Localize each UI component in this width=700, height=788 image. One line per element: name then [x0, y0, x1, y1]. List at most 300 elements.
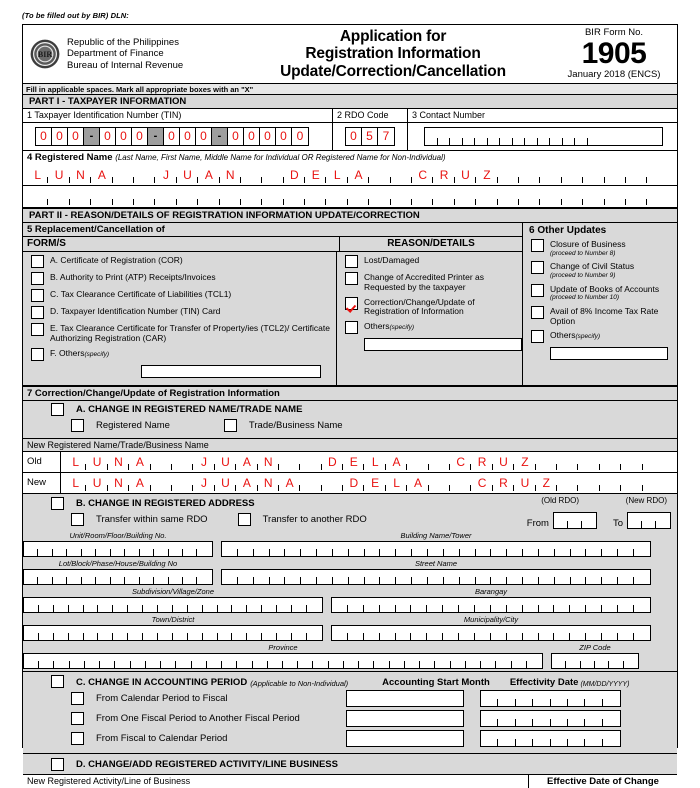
tick-cell[interactable] [554, 521, 568, 528]
tick-cell[interactable] [183, 577, 197, 584]
tick-cell[interactable] [390, 661, 405, 668]
digit-cell[interactable]: 0 [132, 128, 148, 145]
section6-item-checkbox-2[interactable] [531, 284, 544, 297]
tick-cell[interactable] [238, 577, 254, 584]
tick-cell[interactable] [595, 661, 609, 668]
new-name-input[interactable] [65, 474, 664, 491]
tick-cell[interactable] [125, 577, 139, 584]
tick-cell[interactable] [292, 633, 307, 640]
digit-cell[interactable]: 0 [296, 129, 304, 143]
digit-cell[interactable]: 0 [116, 128, 132, 145]
name-char-cell[interactable] [626, 166, 647, 183]
name-char-cell[interactable] [48, 188, 69, 205]
tick-cell[interactable] [459, 605, 475, 612]
name-char-cell[interactable]: L [326, 166, 347, 183]
name-char-cell[interactable]: R [433, 166, 454, 183]
tick-cell[interactable] [188, 605, 203, 612]
registered-name-checkbox[interactable] [71, 419, 84, 432]
date-cell[interactable] [551, 711, 568, 726]
name-char-cell[interactable] [557, 474, 578, 491]
section5-form-checkbox-2[interactable] [31, 289, 44, 302]
tick-cell[interactable] [460, 549, 476, 556]
name-char-cell[interactable] [621, 474, 642, 491]
tick-cell[interactable] [67, 577, 81, 584]
name-char-cell[interactable]: C [412, 166, 433, 183]
section5-form-option[interactable] [23, 272, 336, 285]
section5-form-checkbox-3[interactable] [31, 306, 44, 319]
tick-cell[interactable] [301, 577, 317, 584]
section5-form-others-input[interactable] [141, 365, 321, 378]
tick-cell[interactable] [444, 577, 460, 584]
tick-cell[interactable] [618, 633, 634, 640]
tick-cell[interactable] [207, 661, 222, 668]
name-char-cell[interactable] [647, 188, 668, 205]
tick-cell[interactable] [158, 633, 173, 640]
name-char-cell[interactable] [519, 188, 540, 205]
section6-item-option[interactable] [523, 330, 677, 343]
tick-cell[interactable] [618, 549, 634, 556]
section6-item-checkbox-4[interactable] [531, 330, 544, 343]
tick-cell[interactable] [444, 549, 460, 556]
new-name-row[interactable] [23, 473, 677, 494]
tick-cell[interactable] [634, 633, 650, 640]
name-char-cell[interactable] [605, 188, 626, 205]
tick-cell[interactable] [192, 661, 207, 668]
tick-cell[interactable] [222, 577, 238, 584]
tick-cell[interactable] [53, 577, 67, 584]
tick-cell[interactable] [443, 605, 459, 612]
digit-cell[interactable]: 0 [164, 128, 180, 145]
tick-cell[interactable] [247, 633, 262, 640]
name-char-cell[interactable]: A [91, 166, 112, 183]
name-char-cell[interactable]: A [407, 474, 428, 491]
name-char-cell[interactable]: L [364, 453, 385, 470]
name-char-cell[interactable] [540, 188, 561, 205]
name-char-cell[interactable] [326, 188, 347, 205]
name-char-cell[interactable]: R [471, 453, 492, 470]
tick-cell[interactable] [481, 661, 496, 668]
tick-cell[interactable] [634, 605, 650, 612]
address-field[interactable] [23, 597, 323, 613]
tick-cell[interactable] [313, 661, 328, 668]
tick-cell[interactable] [237, 661, 252, 668]
date-cell[interactable] [533, 711, 550, 726]
section5-reason-checkbox-1[interactable] [345, 272, 358, 285]
name-char-cell[interactable]: D [284, 166, 305, 183]
date-cell[interactable] [585, 731, 602, 746]
date-cell[interactable] [516, 711, 533, 726]
trade-name-checkbox[interactable] [224, 419, 237, 432]
tick-cell[interactable] [525, 138, 538, 145]
tick-cell[interactable] [427, 633, 443, 640]
date-cell[interactable] [533, 731, 550, 746]
name-char-cell[interactable] [151, 474, 172, 491]
tick-cell[interactable] [656, 521, 670, 528]
name-char-cell[interactable] [262, 188, 283, 205]
tick-cell[interactable] [197, 549, 211, 556]
tick-cell[interactable] [539, 549, 555, 556]
name-char-cell[interactable]: U [493, 453, 514, 470]
tick-cell[interactable] [268, 661, 283, 668]
address-field[interactable] [221, 541, 651, 557]
tick-cell[interactable] [539, 577, 555, 584]
tick-cell[interactable] [115, 661, 130, 668]
tick-cell[interactable] [507, 577, 523, 584]
tick-cell[interactable] [523, 633, 539, 640]
name-char-cell[interactable] [113, 188, 134, 205]
tick-cell[interactable] [570, 605, 586, 612]
tick-cell[interactable] [238, 549, 254, 556]
name-char-cell[interactable]: U [215, 453, 236, 470]
name-char-cell[interactable]: N [108, 474, 129, 491]
registered-name-input-line2[interactable] [27, 188, 669, 205]
tick-cell[interactable] [169, 549, 183, 556]
tick-cell[interactable] [438, 138, 451, 145]
tick-cell[interactable] [412, 577, 428, 584]
section5-reason-option[interactable] [337, 255, 522, 268]
tick-cell[interactable] [176, 661, 191, 668]
name-char-cell[interactable] [455, 188, 476, 205]
accounting-period-checkbox-1[interactable] [71, 712, 84, 725]
tick-cell[interactable] [396, 549, 412, 556]
tick-cell[interactable] [348, 605, 364, 612]
transfer-another-rdo-option[interactable] [208, 512, 367, 529]
tick-cell[interactable] [232, 633, 247, 640]
contact-number-input[interactable] [424, 127, 663, 146]
name-char-cell[interactable] [322, 474, 343, 491]
tick-cell[interactable] [349, 577, 365, 584]
tick-cell[interactable] [173, 633, 188, 640]
digit-cell[interactable]: 0 [36, 128, 52, 145]
tick-cell[interactable] [571, 577, 587, 584]
tick-cell[interactable] [602, 605, 618, 612]
tick-cell[interactable] [365, 549, 381, 556]
tick-cell[interactable] [39, 633, 54, 640]
tick-cell[interactable] [634, 577, 650, 584]
tick-cell[interactable] [428, 549, 444, 556]
tick-cell[interactable] [380, 577, 396, 584]
tick-cell[interactable] [283, 661, 298, 668]
tick-cell[interactable] [374, 661, 389, 668]
name-char-cell[interactable]: N [220, 166, 241, 183]
name-char-cell[interactable] [305, 188, 326, 205]
tick-cell[interactable] [96, 577, 110, 584]
tick-cell[interactable] [588, 138, 601, 145]
name-char-cell[interactable] [433, 188, 454, 205]
old-name-row[interactable] [23, 452, 677, 473]
tick-cell[interactable] [507, 549, 523, 556]
tick-cell[interactable] [435, 661, 450, 668]
tick-cell[interactable] [285, 549, 301, 556]
tick-cell[interactable] [169, 577, 183, 584]
tick-cell[interactable] [100, 661, 115, 668]
date-cell[interactable] [498, 731, 515, 746]
tick-cell[interactable] [568, 521, 582, 528]
accounting-period-row[interactable] [23, 690, 677, 710]
digit-cell[interactable]: 5 [362, 128, 378, 145]
tick-cell[interactable] [491, 577, 507, 584]
name-char-cell[interactable]: R [493, 474, 514, 491]
tick-cell[interactable] [349, 549, 365, 556]
tick-cell[interactable] [500, 138, 513, 145]
section7a-checkbox[interactable] [51, 403, 64, 416]
tick-cell[interactable] [602, 549, 618, 556]
name-char-cell[interactable]: E [305, 166, 326, 183]
tick-cell[interactable] [161, 661, 176, 668]
accounting-period-row[interactable] [23, 710, 677, 730]
digit-cell[interactable]: 0 [196, 128, 212, 145]
tick-cell[interactable] [425, 138, 438, 145]
name-char-cell[interactable]: A [279, 474, 300, 491]
name-char-cell[interactable] [536, 453, 557, 470]
tick-cell[interactable] [203, 633, 218, 640]
name-char-cell[interactable]: L [65, 474, 86, 491]
name-char-cell[interactable] [605, 166, 626, 183]
name-char-cell[interactable] [540, 166, 561, 183]
section6-item-option[interactable] [523, 239, 677, 257]
name-char-cell[interactable]: N [70, 166, 91, 183]
section6-item-checkbox-0[interactable] [531, 239, 544, 252]
tick-cell[interactable] [523, 577, 539, 584]
tick-cell[interactable] [523, 605, 539, 612]
section6-item-checkbox-3[interactable] [531, 306, 544, 319]
tick-cell[interactable] [38, 549, 52, 556]
tick-cell[interactable] [329, 661, 344, 668]
name-char-cell[interactable] [220, 188, 241, 205]
section6-item-checkbox-1[interactable] [531, 261, 544, 274]
name-char-cell[interactable]: N [258, 453, 279, 470]
name-char-cell[interactable] [151, 453, 172, 470]
name-char-cell[interactable] [134, 188, 155, 205]
tick-cell[interactable] [582, 521, 596, 528]
name-char-cell[interactable]: D [322, 453, 343, 470]
tick-cell[interactable] [277, 605, 292, 612]
tick-cell[interactable] [188, 633, 203, 640]
name-char-cell[interactable] [27, 188, 48, 205]
transfer-another-rdo-checkbox[interactable] [238, 513, 251, 526]
section5-reason-option[interactable] [337, 321, 522, 334]
address-field[interactable] [551, 653, 639, 669]
tick-cell[interactable] [197, 577, 211, 584]
date-cell[interactable] [603, 731, 620, 746]
section7b-checkbox[interactable] [51, 497, 64, 510]
tick-cell[interactable] [555, 577, 571, 584]
name-char-cell[interactable] [583, 166, 604, 183]
tick-cell[interactable] [38, 577, 52, 584]
name-char-cell[interactable] [450, 474, 471, 491]
old-name-input[interactable] [65, 453, 664, 470]
new-rdo-input[interactable] [627, 512, 671, 529]
tick-cell[interactable] [98, 633, 113, 640]
tick-cell[interactable] [222, 549, 238, 556]
tick-cell[interactable] [262, 633, 277, 640]
tick-cell[interactable] [301, 549, 317, 556]
accounting-period-checkbox-2[interactable] [71, 732, 84, 745]
address-field[interactable] [23, 569, 213, 585]
digit-cell[interactable]: 0 [260, 128, 276, 145]
name-char-cell[interactable] [429, 474, 450, 491]
section5-form-option[interactable] [23, 289, 336, 302]
tick-cell[interactable] [586, 633, 602, 640]
tick-cell[interactable] [232, 605, 247, 612]
name-char-cell[interactable] [562, 188, 583, 205]
tick-cell[interactable] [554, 605, 570, 612]
tick-cell[interactable] [618, 605, 634, 612]
tick-cell[interactable] [609, 661, 623, 668]
name-char-cell[interactable] [643, 474, 664, 491]
tick-cell[interactable] [451, 661, 466, 668]
tick-cell[interactable] [586, 577, 602, 584]
tick-cell[interactable] [550, 138, 563, 145]
section6-others-input[interactable] [550, 347, 668, 360]
section6-item-option[interactable] [523, 261, 677, 279]
tick-cell[interactable] [111, 577, 125, 584]
tick-cell[interactable] [466, 661, 481, 668]
tick-cell[interactable] [539, 633, 555, 640]
name-char-cell[interactable]: U [48, 166, 69, 183]
name-char-cell[interactable] [91, 188, 112, 205]
tick-cell[interactable] [203, 605, 218, 612]
name-char-cell[interactable]: U [514, 474, 535, 491]
name-char-cell[interactable] [412, 188, 433, 205]
tick-cell[interactable] [84, 633, 99, 640]
name-char-cell[interactable]: A [198, 166, 219, 183]
section7c-checkbox[interactable] [51, 675, 64, 688]
name-char-cell[interactable] [621, 453, 642, 470]
accounting-start-month-input-2[interactable] [346, 730, 464, 747]
tick-cell[interactable] [154, 549, 168, 556]
name-char-cell[interactable] [498, 188, 519, 205]
name-char-cell[interactable] [600, 453, 621, 470]
section7d-row[interactable] [23, 754, 677, 774]
name-char-cell[interactable]: J [193, 453, 214, 470]
tick-cell[interactable] [496, 661, 511, 668]
tick-cell[interactable] [570, 633, 586, 640]
tick-cell[interactable] [333, 577, 349, 584]
name-char-cell[interactable] [70, 188, 91, 205]
tick-cell[interactable] [380, 549, 396, 556]
name-char-cell[interactable] [578, 453, 599, 470]
tick-cell[interactable] [459, 633, 475, 640]
tick-cell[interactable] [380, 605, 396, 612]
tick-cell[interactable] [98, 605, 113, 612]
tick-cell[interactable] [396, 633, 412, 640]
name-char-cell[interactable] [647, 166, 668, 183]
tick-cell[interactable] [54, 661, 69, 668]
date-cell[interactable] [516, 731, 533, 746]
section5-form-option[interactable] [23, 323, 336, 344]
tick-cell[interactable] [476, 549, 492, 556]
name-char-cell[interactable] [369, 188, 390, 205]
tick-cell[interactable] [428, 577, 444, 584]
name-char-cell[interactable]: N [108, 453, 129, 470]
tick-cell[interactable] [460, 577, 476, 584]
tick-cell[interactable] [581, 661, 595, 668]
date-cell[interactable] [516, 691, 533, 706]
tick-cell[interactable] [69, 633, 84, 640]
tick-cell[interactable] [131, 661, 146, 668]
tick-cell[interactable] [420, 661, 435, 668]
tick-cell[interactable] [527, 661, 542, 668]
tick-cell[interactable] [396, 605, 412, 612]
tick-cell[interactable] [262, 605, 277, 612]
tick-cell[interactable] [270, 577, 286, 584]
section6-item-option[interactable] [523, 284, 677, 302]
tick-cell[interactable] [491, 633, 507, 640]
date-cell[interactable] [603, 691, 620, 706]
tick-cell[interactable] [113, 605, 128, 612]
tick-cell[interactable] [575, 138, 588, 145]
tick-cell[interactable] [512, 661, 527, 668]
name-char-cell[interactable]: U [86, 474, 107, 491]
tick-cell[interactable] [552, 661, 566, 668]
tick-cell[interactable] [54, 633, 69, 640]
tick-cell[interactable] [277, 633, 292, 640]
tick-cell[interactable] [154, 577, 168, 584]
name-char-cell[interactable]: U [86, 453, 107, 470]
tick-cell[interactable] [539, 605, 555, 612]
tick-cell[interactable] [307, 605, 322, 612]
transfer-same-rdo-option[interactable] [23, 512, 208, 529]
name-char-cell[interactable]: U [177, 166, 198, 183]
tick-cell[interactable] [427, 605, 443, 612]
tick-cell[interactable] [538, 138, 551, 145]
section5-form-checkbox-0[interactable] [31, 255, 44, 268]
accounting-start-month-input-1[interactable] [346, 710, 464, 727]
name-char-cell[interactable] [626, 188, 647, 205]
tick-cell[interactable] [173, 605, 188, 612]
name-char-cell[interactable] [391, 188, 412, 205]
date-cell[interactable] [568, 731, 585, 746]
name-char-cell[interactable] [583, 188, 604, 205]
tick-cell[interactable] [365, 577, 381, 584]
tick-cell[interactable] [317, 577, 333, 584]
tick-cell[interactable] [411, 633, 427, 640]
tick-cell[interactable] [158, 605, 173, 612]
tick-cell[interactable] [586, 549, 602, 556]
tick-cell[interactable] [69, 605, 84, 612]
digit-cell[interactable]: 0 [228, 128, 244, 145]
section5-reason-others-input[interactable] [364, 338, 522, 351]
date-cell[interactable] [568, 711, 585, 726]
name-char-cell[interactable] [498, 166, 519, 183]
name-char-cell[interactable] [284, 188, 305, 205]
tick-cell[interactable] [364, 633, 380, 640]
date-cell[interactable] [533, 691, 550, 706]
section5-form-checkbox-4[interactable] [31, 323, 44, 336]
date-cell[interactable] [585, 711, 602, 726]
name-char-cell[interactable] [279, 453, 300, 470]
tick-cell[interactable] [24, 661, 39, 668]
tick-cell[interactable] [218, 605, 233, 612]
name-char-cell[interactable] [172, 453, 193, 470]
section5-form-option[interactable] [23, 306, 336, 319]
tick-cell[interactable] [143, 633, 158, 640]
name-char-cell[interactable] [198, 188, 219, 205]
tick-cell[interactable] [563, 138, 576, 145]
tick-cell[interactable] [128, 605, 143, 612]
name-char-cell[interactable]: C [450, 453, 471, 470]
accounting-period-checkbox-0[interactable] [71, 692, 84, 705]
tick-cell[interactable] [254, 549, 270, 556]
tick-cell[interactable] [332, 605, 348, 612]
name-char-cell[interactable] [519, 166, 540, 183]
tick-cell[interactable] [507, 605, 523, 612]
section5-form-option[interactable] [23, 348, 336, 361]
name-char-cell[interactable] [177, 188, 198, 205]
tick-cell[interactable] [475, 633, 491, 640]
name-char-cell[interactable] [172, 474, 193, 491]
